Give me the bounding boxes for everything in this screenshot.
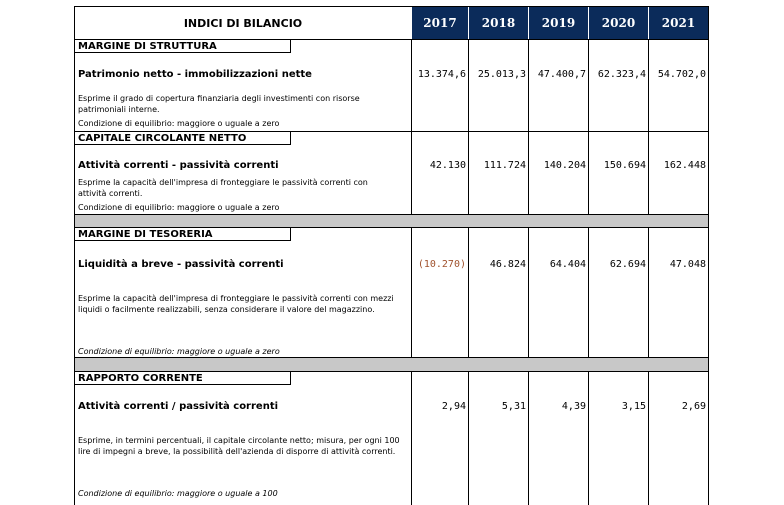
value-cell: 111.724 [483, 160, 526, 171]
value-cell: 62.323,4 [597, 69, 646, 80]
value-cell: 2,69 [681, 401, 706, 412]
section-description: Esprime la capacità dell'impresa di fronteggiare le passività correnti con attività correnti. [78, 178, 368, 198]
value-cell: 150.694 [603, 160, 646, 171]
section-title-rapporto-corrente: RAPPORTO CORRENTE [75, 372, 291, 385]
value-cell: 2,94 [441, 401, 466, 412]
value-cell: 3,15 [621, 401, 646, 412]
value-cell: 47.400,7 [537, 69, 586, 80]
value-cell: 13.374,6 [417, 69, 466, 80]
value-cell: 42.130 [429, 160, 466, 171]
section-title-margine-struttura: MARGINE DI STRUTTURA [75, 40, 291, 53]
value-cell: 54.702,0 [657, 69, 706, 80]
column-divider [468, 39, 469, 505]
section-formula: Attività correnti / passività correnti [78, 401, 279, 412]
value-cell: 64.404 [549, 259, 586, 270]
year-header-2018: 2018 [468, 7, 528, 39]
year-header-2021: 2021 [648, 7, 708, 39]
value-cell: 47.048 [669, 259, 706, 270]
section-condition: Condizione di equilibrio: maggiore o uguale a zero [78, 119, 280, 128]
section-description: Esprime, in termini percentuali, il capitale circolante netto; misura, per ogni 100 lire di impegni a breve, la possibilità dell'azienda di disporre di attività correnti. [78, 436, 400, 456]
section-condition: Condizione di equilibrio: maggiore o uguale a 100 [78, 489, 278, 498]
value-cell: 25.013,3 [477, 69, 526, 80]
value-cell: 62.694 [609, 259, 646, 270]
value-cell-negative: (10.270) [417, 259, 466, 270]
value-cell: 4,39 [561, 401, 586, 412]
value-cell: 46.824 [489, 259, 526, 270]
year-header-2019: 2019 [528, 7, 588, 39]
section-formula: Patrimonio netto - immobilizzazioni nette [78, 69, 312, 80]
section-separator [75, 214, 708, 228]
year-header-2020: 2020 [588, 7, 648, 39]
section-description: Esprime il grado di copertura finanziaria degli investimenti con risorse patrimoniali interne. [78, 94, 360, 114]
table-header-label: INDICI DI BILANCIO [183, 16, 303, 30]
section-separator [75, 357, 708, 372]
section-condition: Condizione di equilibrio: maggiore o uguale a zero [78, 203, 280, 212]
section-description: Esprime la capacità dell'impresa di fronteggiare le passività correnti con mezzi liquidi o facilmente realizzabili, senza considerare il valore del magazzino. [78, 294, 394, 314]
ratios-table [74, 6, 709, 505]
value-cell: 162.448 [663, 160, 706, 171]
section-title-margine-tesoreria: MARGINE DI TESORERIA [75, 228, 291, 241]
column-divider [528, 39, 529, 505]
section-formula: Attività correnti - passività correnti [78, 160, 279, 171]
column-divider [588, 39, 589, 505]
column-divider [411, 39, 412, 505]
year-header-2017: 2017 [411, 7, 468, 39]
section-condition: Condizione di equilibrio: maggiore o uguale a zero [78, 347, 280, 356]
section-title-capitale-circolante: CAPITALE CIRCOLANTE NETTO [75, 132, 291, 145]
value-cell: 5,31 [501, 401, 526, 412]
section-formula: Liquidità a breve - passività correnti [78, 259, 284, 270]
column-divider [648, 39, 649, 505]
value-cell: 140.204 [543, 160, 586, 171]
